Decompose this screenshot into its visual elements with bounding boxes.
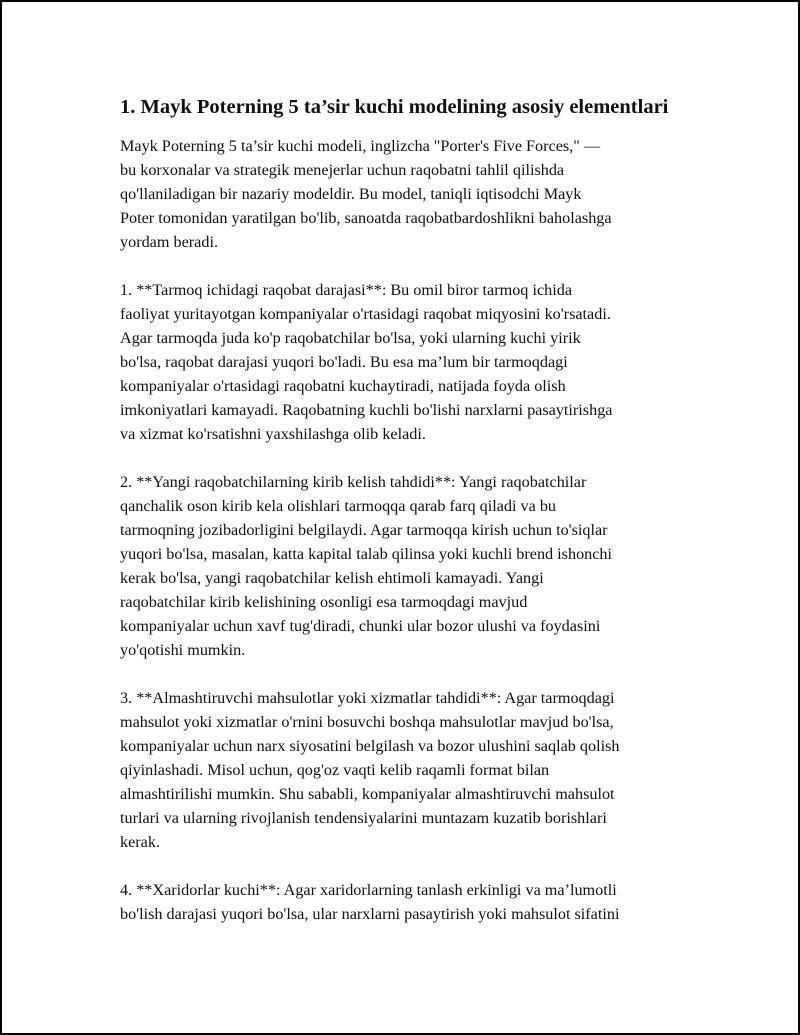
text-line: bo'lsa, raqobat darajasi yuqori bo'ladi. Bu esa ma’lum bir tarmoqdagi [120,353,568,371]
text-line: yuqori bo'lsa, masalan, katta kapital talab qilinsa yoki kuchli brend ishonchi [120,545,613,563]
force-1-paragraph [120,278,710,446]
text-line: kompaniyalar o'rtasidagi raqobatni kuchaytiradi, natijada foyda olish [120,377,566,395]
text-line: 4. **Xaridorlar kuchi**: Agar xaridorlarning tanlash erkinligi va ma’lumotli [120,881,617,899]
text-line: Mayk Poterning 5 ta’sir kuchi modeli, inglizcha "Porter's Five Forces," — [120,137,601,155]
text-line: yordam beradi. [120,233,218,251]
section-heading: 1. Mayk Poterning 5 ta’sir kuchi modelining asosiy elementlari [120,96,669,118]
text-line: almashtirilishi mumkin. Shu sababli, kompaniyalar almashtiruvchi mahsulot [120,785,615,803]
text-line: faoliyat yuritayotgan kompaniyalar o'rtasidagi raqobat miqyosini ko'rsatadi. [120,305,611,323]
text-line: 2. **Yangi raqobatchilarning kirib kelish tahdidi**: Yangi raqobatchilar [120,473,587,491]
text-line: Agar tarmoqda juda ko'p raqobatchilar bo'lsa, yoki ularning kuchi yirik [120,329,581,347]
text-line: Poter tomonidan yaratilgan bo'lib, sanoatda raqobatbardoshlikni baholashga [120,209,612,227]
text-line: 1. **Tarmoq ichidagi raqobat darajasi**: Bu omil biror tarmoq ichida [120,281,573,299]
text-line: yo'qotishi mumkin. [120,641,246,659]
text-line: kompaniyalar uchun xavf tug'diradi, chunki ular bozor ulushi va foydasini [120,617,601,635]
text-line: qanchalik oson kirib kela olishlari tarmoqqa qarab farq qiladi va bu [120,497,557,515]
text-line: imkoniyatlari kamayadi. Raqobatning kuchli bo'lishi narxlarni pasaytirishga [120,401,613,419]
force-3-paragraph [120,686,710,854]
text-line: qiyinlashadi. Misol uchun, qog'oz vaqti kelib raqamli format bilan [120,761,550,779]
intro-paragraph [120,134,710,254]
text-line: bu korxonalar va strategik menejerlar uchun raqobatni tahlil qilishda [120,161,565,179]
text-line: kerak. [120,833,160,851]
text-line: mahsulot yoki xizmatlar o'rnini bosuvchi boshqa mahsulotlar mavjud bo'lsa, [120,713,614,731]
text-line: qo'llaniladigan bir nazariy modeldir. Bu model, taniqli iqtisodchi Mayk [120,185,582,203]
text-line: tarmoqning jozibadorligini belgilaydi. Agar tarmoqqa kirish uchun to'siqlar [120,521,608,539]
text-line: turlari va ularning rivojlanish tendensiyalarini muntazam kuzatib borishlari [120,809,607,827]
text-line: kerak bo'lsa, yangi raqobatchilar kelish ehtimoli kamayadi. Yangi [120,569,544,587]
text-line: 3. **Almashtiruvchi mahsulotlar yoki xizmatlar tahdidi**: Agar tarmoqdagi [120,689,615,707]
text-line: raqobatchilar kirib kelishining osonligi esa tarmoqdagi mavjud [120,593,528,611]
document-content [120,92,710,950]
force-4-paragraph [120,878,710,926]
text-line: kompaniyalar uchun narx siyosatini belgilash va bozor ulushini saqlab qolish [120,737,620,755]
text-line: va xizmat ko'rsatishni yaxshilashga olib keladi. [120,425,426,443]
text-line: bo'lish darajasi yuqori bo'lsa, ular narxlarni pasaytirish yoki mahsulot sifatini [120,905,620,923]
force-2-paragraph [120,470,710,662]
